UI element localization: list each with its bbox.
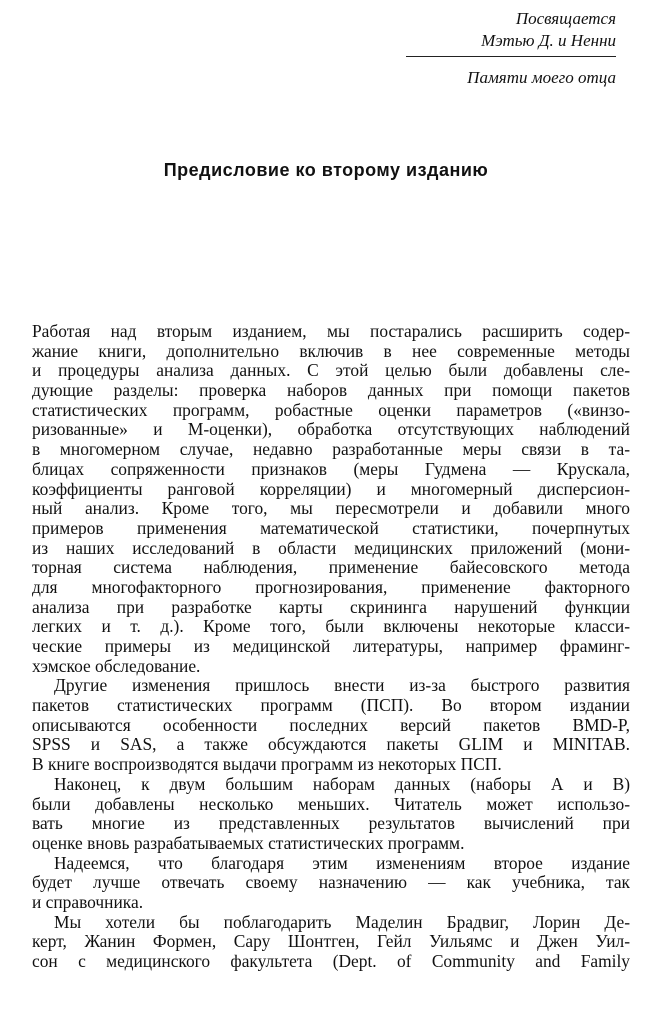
text-line: описываются особенности последних версий пакетов BMD-P,	[32, 714, 630, 735]
text-line: керт, Жанин Формен, Сару Шонтген, Гейл Уильямс и Джен Уил-	[32, 931, 630, 952]
text-line: легких и т. д.). Кроме того, были включены некоторые класси-	[32, 616, 630, 637]
text-line: Работая над вторым изданием, мы постарались расширить содер-	[32, 321, 630, 341]
text-line: В книге воспроизводятся выдачи программ из некоторых ПСП.	[32, 754, 502, 775]
dedication-line: Мэтью Д. и Ненни	[481, 31, 616, 50]
text-line: жание книги, дополнительно включив в нее современные методы	[32, 340, 630, 361]
text-line: ризованные» и М-оценки), обработка отсутствующих наблюдений	[32, 419, 630, 440]
text-line: статистических программ, робастные оценки параметров («винзо-	[32, 399, 630, 420]
text-line: Другие изменения пришлось внести из-за быстрого развития	[54, 675, 630, 696]
text-line: вать многие из представленных результатов вычислений при	[32, 813, 630, 834]
text-line: из наших исследований в области медицинских приложений (мони-	[32, 537, 630, 558]
text-line: торная система наблюдения, применение байесовского метода	[32, 557, 630, 578]
text-line: и справочника.	[32, 891, 144, 912]
text-line: оценке вновь разрабатываемых статистических программ.	[32, 832, 465, 853]
text-line: дующие разделы: проверка наборов данных при помощи пакетов	[32, 380, 630, 401]
text-line: были добавлены несколько меньших. Читатель может использо-	[32, 793, 630, 814]
text-line: сон с медицинского факультета (Dept. of Community and Family	[32, 951, 630, 971]
text-line: пакетов статистических программ (ПСП). Во втором издании	[32, 695, 630, 716]
dedication-line: Памяти моего отца	[467, 68, 616, 87]
text-line: анализа при разработке карты скрининга нарушений функции	[32, 596, 630, 617]
text-line: Мы хотели бы поблагодарить Маделин Брадвиг, Лорин Де-	[54, 911, 630, 932]
text-line: будет лучше отвечать своему назначению — как учебника, так	[32, 872, 630, 893]
text-line: коэффициенты ранговой корреляции) и многомерный дисперсион-	[32, 478, 630, 499]
text-line: Надеемся, что благодаря этим изменениям второе издание	[54, 852, 630, 873]
body-text	[32, 322, 630, 972]
text-line: хэмское обследование.	[32, 655, 201, 676]
text-line: для многофакторного прогнозирования, применение факторного	[32, 576, 630, 597]
page-title: Предисловие ко второму изданию	[163, 160, 489, 180]
text-line: ческие примеры из медицинской литературы, например фраминг-	[32, 636, 630, 656]
dedication-line: Посвящается	[515, 9, 616, 28]
dedication-block	[406, 8, 616, 89]
text-line: блицах сопряженности признаков (меры Гудмена — Крускала,	[32, 458, 630, 479]
dedication-divider	[406, 56, 616, 57]
text-line: и процедуры анализа данных. С этой целью были добавлены сле-	[32, 360, 630, 381]
text-line: примеров применения математической статистики, почерпнутых	[32, 517, 630, 538]
text-line: SPSS и SAS, а также обсуждаются пакеты GLIM и MINITAB.	[32, 734, 630, 755]
text-line: в многомерном случае, недавно разработанные меры связи в та-	[32, 439, 630, 460]
text-line: ный анализ. Кроме того, мы пересмотрели и добавили много	[32, 498, 630, 519]
text-line: Наконец, к двум большим наборам данных (наборы А и В)	[54, 773, 630, 794]
